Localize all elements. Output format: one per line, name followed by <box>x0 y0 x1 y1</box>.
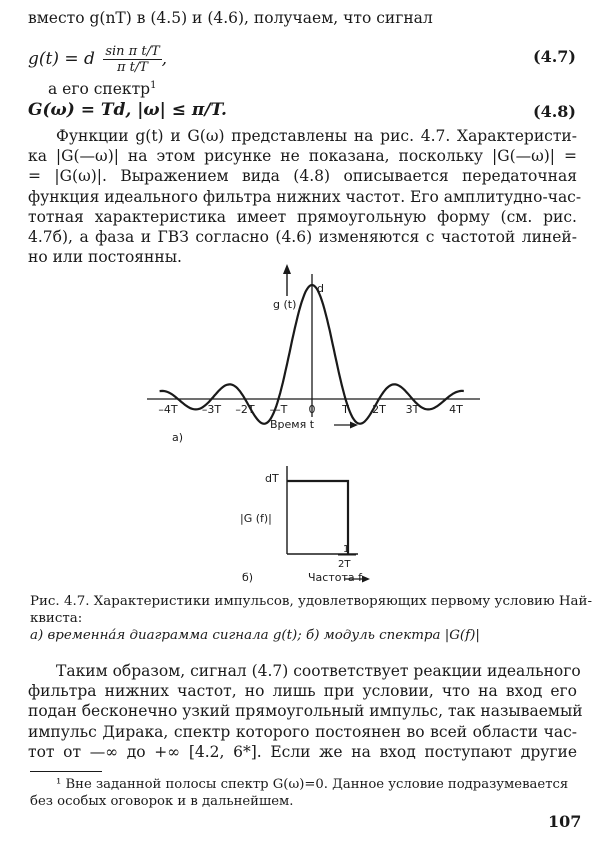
page-number: 107 <box>548 812 582 831</box>
panel-b-label: б) <box>242 571 254 584</box>
footnote-divider <box>30 771 102 772</box>
tick-labels <box>158 403 463 416</box>
p2-line: фильтра нижних частот, но лишь при условии, что на вход его <box>28 682 577 701</box>
paragraph-2 <box>28 661 583 762</box>
eq47-numerator: sin π t/T <box>105 44 160 59</box>
footnote-line: без особых оговорок и в дальнейшем. <box>30 794 294 809</box>
tick-label: 2T <box>372 403 386 416</box>
ylabel-G: |G (f)| <box>240 512 272 525</box>
freq-arrow-head <box>362 576 370 583</box>
p1-line: но или постоянны. <box>28 248 182 267</box>
spectrum-intro <box>48 76 156 99</box>
p1-line: ка |G(—ω)| на этом рисунке не показана, поскольку |G(—ω)| = <box>28 147 577 166</box>
tick-label: –3T <box>201 403 222 416</box>
caption-line: Рис. 4.7. Характеристики импульсов, удовлетворяющих первому условию Най- <box>30 594 592 609</box>
rect-spectrum <box>287 481 348 554</box>
peak-label-d: d <box>317 282 324 295</box>
figure-b-spectrum <box>0 462 600 587</box>
eq47-denominator: π t/T <box>117 60 148 75</box>
p1-line: 4.7б), а фаза и ГВЗ согласно (4.6) изменяются с частотой линей- <box>28 228 577 247</box>
p2-line: импульс Дирака, спектр которого постоянен во всей области час- <box>28 722 577 741</box>
cutoff-denominator: 2T <box>338 559 351 570</box>
tick-label: 3T <box>405 403 420 416</box>
p2-line: подан бесконечно узкий прямоугольный импульс, так называемый <box>28 702 583 721</box>
cutoff-numerator: 1 <box>343 544 350 555</box>
eq48-number: (4.8) <box>533 102 576 121</box>
figure-a-time-diagram <box>0 260 600 460</box>
p2-line: Таким образом, сигнал (4.7) соответствует реакции идеального <box>56 662 581 680</box>
tick-label: –2T <box>235 403 255 416</box>
label-dT: dT <box>265 472 279 485</box>
equation-4-7 <box>28 44 167 75</box>
g-arrow-head <box>283 264 291 274</box>
xlabel-frequency: Частота f <box>308 571 362 584</box>
footnote <box>30 776 580 810</box>
p1-line: Функции g(t) и G(ω) представлены на рис. 4.7. Характеристи- <box>56 127 577 145</box>
tick-label: 4T <box>449 403 463 416</box>
top-line: вместо g(nT) в (4.5) и (4.6), получаем, что сигнал <box>28 9 433 27</box>
eq47-number: (4.7) <box>533 47 576 66</box>
p1-line: = |G(ω)|. Выражением вида (4.8) описывается передаточная <box>28 167 577 186</box>
p1-line: функция идеального фильтра нижних частот. Его амплитудно-час- <box>28 187 582 206</box>
tick-label: —T <box>269 403 288 416</box>
spectrum-intro-text: а его спектр <box>48 80 151 99</box>
paragraph-1 <box>28 126 582 267</box>
eq47-tail: , <box>161 49 168 69</box>
xlabel-time: Время t <box>270 418 315 431</box>
caption-line: а) временна́я диаграмма сигнала g(t); б) модуль спектра |G(f)| <box>30 628 480 643</box>
panel-a-label: а) <box>172 431 184 444</box>
caption-line: квиста: <box>30 611 83 626</box>
tick-label: T <box>342 403 349 416</box>
footnote-marker: 1 <box>150 80 157 91</box>
eq47-lhs: g(t) = d <box>28 49 95 69</box>
ylabel-g: g (t) <box>273 298 297 311</box>
footnote-line: ¹ Вне заданной полосы спектр G(ω)=0. Данное условие подразумевается <box>56 777 569 792</box>
figure-caption <box>30 593 592 644</box>
p1-line: тотная характеристика имеет прямоугольную форму (см. рис. <box>28 207 577 226</box>
equation-4-8: G(ω) = Td, |ω| ≤ π/T. <box>28 100 227 120</box>
tick-label: 0 <box>308 403 316 416</box>
p2-line: тот от —∞ до +∞ [4.2, 6*]. Если же на вход поступают другие <box>28 742 577 761</box>
tick-label: –4T <box>158 403 178 416</box>
